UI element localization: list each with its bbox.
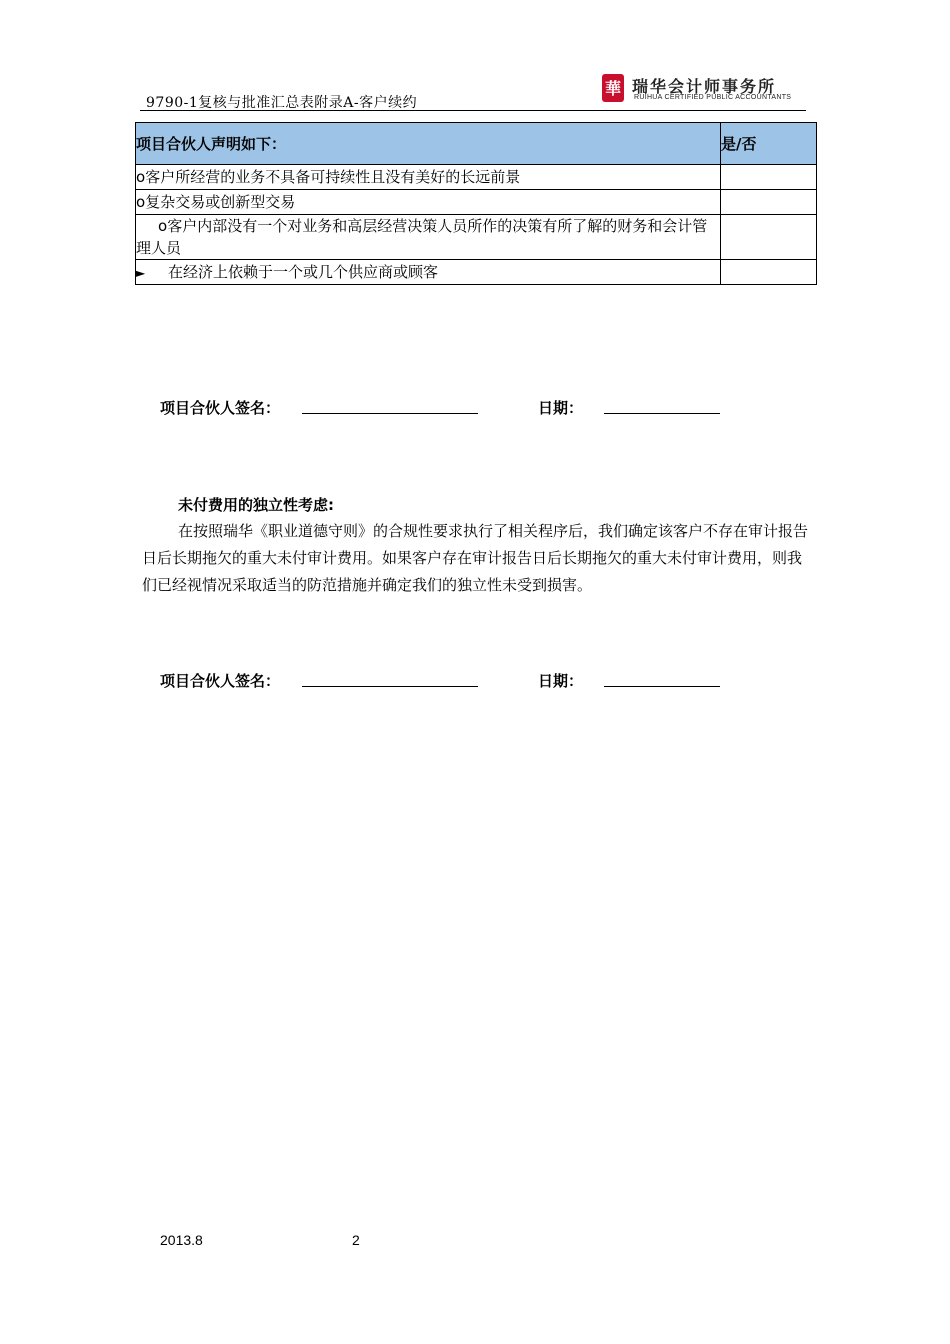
- footer-date: 2013.8: [160, 1232, 203, 1248]
- yes-no-cell[interactable]: [721, 190, 817, 215]
- table-row: [136, 165, 817, 190]
- firm-logo-icon: [600, 72, 626, 104]
- yes-no-header: 是/否: [721, 123, 817, 165]
- yes-no-cell[interactable]: [721, 165, 817, 190]
- table-row: [136, 190, 817, 215]
- bullet-icon: o: [136, 193, 146, 211]
- declaration-item: 客户所经营的业务不具备可持续性且没有美好的长远前景: [145, 168, 521, 186]
- signature-block-2: [160, 670, 760, 694]
- date-label: 日期：: [538, 672, 584, 690]
- partner-signature-field[interactable]: [302, 413, 478, 414]
- yes-no-cell[interactable]: [721, 260, 817, 285]
- date-field[interactable]: [604, 686, 720, 687]
- firm-name-en: RUIHUA CERTIFIED PUBLIC ACCOUNTANTS: [634, 94, 792, 101]
- partner-signature-label: 项目合伙人签名：: [160, 672, 281, 690]
- table-header-row: [136, 123, 817, 165]
- signature-block-1: [160, 397, 760, 421]
- partner-declaration-table: [135, 122, 817, 285]
- declaration-item: 在经济上依赖于一个或几个供应商或顾客: [168, 262, 439, 281]
- bullet-icon: o: [158, 217, 168, 235]
- header-divider: [140, 110, 806, 111]
- arrow-bullet-icon: ►: [136, 265, 146, 280]
- declaration-header: 项目合伙人声明如下：: [136, 123, 721, 165]
- svg-text:華: 華: [604, 79, 622, 98]
- declaration-item: 复杂交易或创新型交易: [145, 193, 296, 211]
- independence-paragraph: 在按照瑞华《职业道德守则》的合规性要求执行了相关程序后，我们确定该客户不存在审计报告日后长期拖欠的重大未付审计费用。如果客户存在审计报告日后长期拖欠的重大未付审计费用，则我们已经视情况采取适当的防范措施并确定我们的独立性未受到损害。: [142, 522, 809, 594]
- date-field[interactable]: [604, 413, 720, 414]
- declaration-item: 客户内部没有一个对业务和高层经营决策人员所作的决策有所了解的财务和会计管理人员: [136, 217, 708, 257]
- table-row: [136, 260, 817, 285]
- table-row: [136, 215, 817, 260]
- date-label: 日期：: [538, 399, 584, 417]
- independence-title: 未付费用的独立性考虑:: [178, 496, 334, 514]
- partner-signature-label: 项目合伙人签名：: [160, 399, 281, 417]
- firm-name-cn: 瑞华会计师事务所: [632, 77, 777, 96]
- partner-signature-field[interactable]: [302, 686, 478, 687]
- bullet-icon: o: [136, 168, 146, 186]
- document-title: 9790-1复核与批准汇总表附录A-客户续约: [146, 95, 418, 111]
- yes-no-cell[interactable]: [721, 215, 817, 260]
- firm-logo: [600, 72, 800, 106]
- page-number: 2: [352, 1232, 360, 1248]
